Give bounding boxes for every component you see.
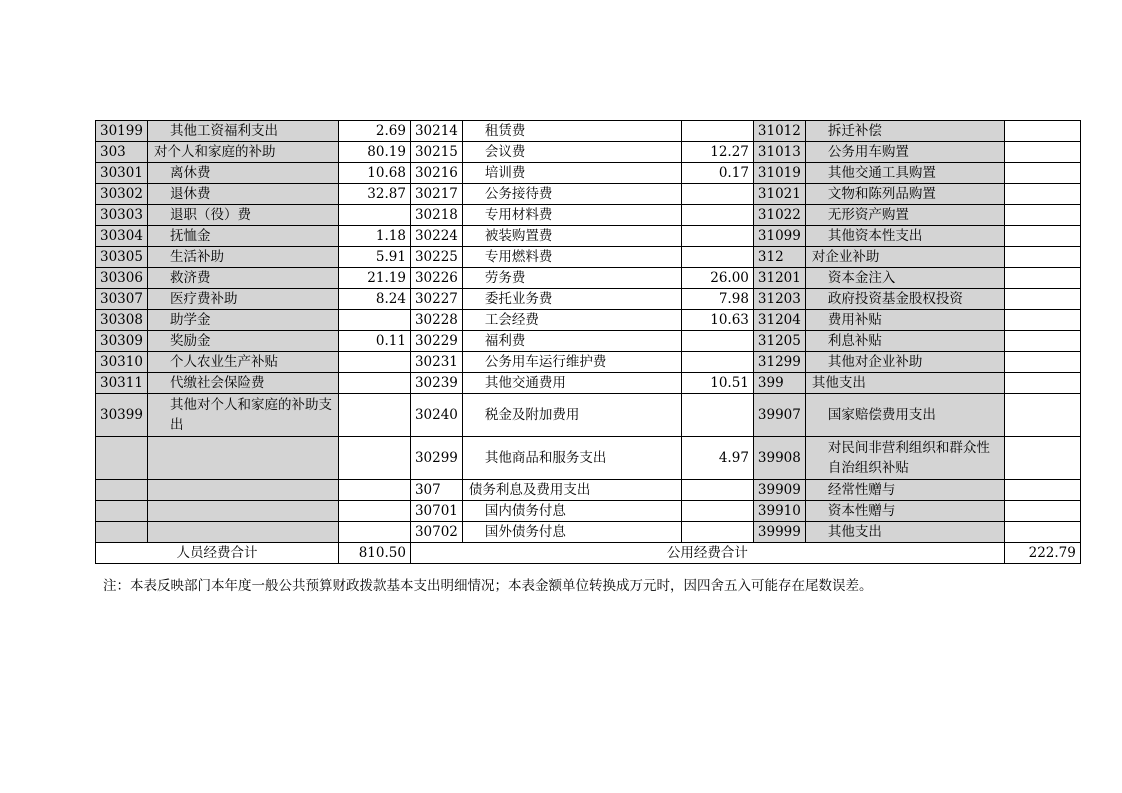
table-row: [96, 247, 1081, 268]
item-amount: 10.63: [681, 310, 753, 331]
item-code: 30303: [96, 205, 148, 226]
item-amount: 21.19: [338, 268, 410, 289]
item-code: [96, 480, 148, 501]
table-row: [96, 373, 1081, 394]
item-name: 专用材料费: [462, 205, 681, 226]
item-amount: [681, 205, 753, 226]
item-amount: [681, 394, 753, 437]
item-code: 39910: [753, 501, 805, 522]
totals-row: [96, 543, 1081, 564]
item-name: 会议费: [462, 142, 681, 163]
item-code: 30231: [410, 352, 462, 373]
item-code: 30199: [96, 121, 148, 142]
item-name: 医疗费补助: [147, 289, 338, 310]
item-name: 公务接待费: [462, 184, 681, 205]
item-amount: [1004, 184, 1080, 205]
item-name: 税金及附加费用: [462, 394, 681, 437]
table-row: [96, 437, 1081, 480]
item-name: 其他工资福利支出: [147, 121, 338, 142]
item-amount: [338, 352, 410, 373]
item-name: [147, 522, 338, 543]
item-amount: 7.98: [681, 289, 753, 310]
item-amount: [681, 121, 753, 142]
item-name: 其他支出: [805, 373, 1004, 394]
item-code: 30217: [410, 184, 462, 205]
table-row: [96, 226, 1081, 247]
item-code: 30311: [96, 373, 148, 394]
item-name: 被装购置费: [462, 226, 681, 247]
item-code: 303: [96, 142, 148, 163]
item-code: 31204: [753, 310, 805, 331]
item-name: 国内债务付息: [462, 501, 681, 522]
item-name: 政府投资基金股权投资: [805, 289, 1004, 310]
item-amount: [1004, 501, 1080, 522]
table-row: [96, 394, 1081, 437]
item-code: 31021: [753, 184, 805, 205]
item-amount: [1004, 247, 1080, 268]
personnel-total-label: 人员经费合计: [96, 543, 339, 564]
public-total-label: 公用经费合计: [410, 543, 1004, 564]
item-code: 30305: [96, 247, 148, 268]
item-amount: [1004, 352, 1080, 373]
item-name: 助学金: [147, 310, 338, 331]
item-name: 公务用车运行维护费: [462, 352, 681, 373]
item-name: [147, 437, 338, 480]
item-code: [96, 437, 148, 480]
item-amount: [1004, 480, 1080, 501]
item-name: 其他对个人和家庭的补助支出: [147, 394, 338, 437]
item-amount: [681, 501, 753, 522]
item-amount: [338, 394, 410, 437]
item-amount: [1004, 289, 1080, 310]
item-code: [96, 501, 148, 522]
item-amount: [681, 480, 753, 501]
item-name: 资本性赠与: [805, 501, 1004, 522]
item-amount: 1.18: [338, 226, 410, 247]
item-code: 31299: [753, 352, 805, 373]
item-name: 代缴社会保险费: [147, 373, 338, 394]
item-amount: 10.51: [681, 373, 753, 394]
table-row: [96, 289, 1081, 310]
item-amount: [1004, 310, 1080, 331]
item-name: [147, 501, 338, 522]
item-name: 退休费: [147, 184, 338, 205]
item-amount: [681, 352, 753, 373]
table-row: [96, 163, 1081, 184]
item-code: 30299: [410, 437, 462, 480]
item-name: 对个人和家庭的补助: [147, 142, 338, 163]
item-amount: [681, 184, 753, 205]
item-code: 31099: [753, 226, 805, 247]
item-name: 费用补贴: [805, 310, 1004, 331]
item-amount: [338, 373, 410, 394]
table-row: [96, 205, 1081, 226]
item-name: 其他支出: [805, 522, 1004, 543]
item-code: 31205: [753, 331, 805, 352]
item-amount: 5.91: [338, 247, 410, 268]
public-total-value: 222.79: [1004, 543, 1080, 564]
item-code: 30216: [410, 163, 462, 184]
item-name: 对民间非营利组织和群众性自治组织补贴: [805, 437, 1004, 480]
item-code: 39908: [753, 437, 805, 480]
table-row: [96, 268, 1081, 289]
item-code: [96, 522, 148, 543]
item-code: 30225: [410, 247, 462, 268]
item-name: 奖励金: [147, 331, 338, 352]
item-amount: [1004, 394, 1080, 437]
table-row: [96, 501, 1081, 522]
item-code: 30218: [410, 205, 462, 226]
item-name: 租赁费: [462, 121, 681, 142]
item-code: 30240: [410, 394, 462, 437]
item-amount: [338, 501, 410, 522]
item-code: 30702: [410, 522, 462, 543]
item-code: 30226: [410, 268, 462, 289]
item-amount: [338, 310, 410, 331]
item-amount: [338, 437, 410, 480]
item-code: 39999: [753, 522, 805, 543]
table-footnote: 注：本表反映部门本年度一般公共预算财政拨款基本支出明细情况；本表金额单位转换成万元时，因四舍五入可能存在尾数误差。: [103, 578, 873, 594]
item-code: 30227: [410, 289, 462, 310]
item-code: 312: [753, 247, 805, 268]
item-name: 国家赔偿费用支出: [805, 394, 1004, 437]
item-name: 个人农业生产补贴: [147, 352, 338, 373]
item-name: 其他交通费用: [462, 373, 681, 394]
item-name: 退职（役）费: [147, 205, 338, 226]
item-amount: [1004, 373, 1080, 394]
item-code: 30304: [96, 226, 148, 247]
item-amount: [681, 522, 753, 543]
item-code: 30307: [96, 289, 148, 310]
item-name: 其他商品和服务支出: [462, 437, 681, 480]
item-amount: 26.00: [681, 268, 753, 289]
item-code: 307: [410, 480, 462, 501]
item-amount: [338, 522, 410, 543]
table-row: [96, 522, 1081, 543]
item-name: 债务利息及费用支出: [462, 480, 681, 501]
item-code: 31013: [753, 142, 805, 163]
expenditure-detail-table: [95, 120, 1081, 564]
item-amount: 10.68: [338, 163, 410, 184]
item-code: 30306: [96, 268, 148, 289]
item-code: 31012: [753, 121, 805, 142]
item-amount: [681, 247, 753, 268]
item-amount: 32.87: [338, 184, 410, 205]
item-code: 39907: [753, 394, 805, 437]
item-code: 30301: [96, 163, 148, 184]
item-name: 其他对企业补助: [805, 352, 1004, 373]
item-code: 31019: [753, 163, 805, 184]
table-row: [96, 121, 1081, 142]
table-row: [96, 310, 1081, 331]
item-name: 资本金注入: [805, 268, 1004, 289]
item-name: 无形资产购置: [805, 205, 1004, 226]
item-code: 30399: [96, 394, 148, 437]
item-code: 30224: [410, 226, 462, 247]
item-amount: [681, 226, 753, 247]
item-amount: [338, 480, 410, 501]
item-amount: 8.24: [338, 289, 410, 310]
item-name: 培训费: [462, 163, 681, 184]
item-code: 30229: [410, 331, 462, 352]
item-amount: [1004, 268, 1080, 289]
item-amount: 4.97: [681, 437, 753, 480]
item-code: 31022: [753, 205, 805, 226]
item-amount: 2.69: [338, 121, 410, 142]
item-name: 救济费: [147, 268, 338, 289]
item-name: 利息补贴: [805, 331, 1004, 352]
item-code: 30701: [410, 501, 462, 522]
item-name: 抚恤金: [147, 226, 338, 247]
item-name: 其他交通工具购置: [805, 163, 1004, 184]
item-code: 399: [753, 373, 805, 394]
item-amount: [1004, 142, 1080, 163]
item-name: 委托业务费: [462, 289, 681, 310]
item-name: [147, 480, 338, 501]
item-amount: [1004, 226, 1080, 247]
item-name: 公务用车购置: [805, 142, 1004, 163]
item-code: 30215: [410, 142, 462, 163]
item-name: 工会经费: [462, 310, 681, 331]
table-row: [96, 480, 1081, 501]
item-amount: [338, 205, 410, 226]
item-amount: [1004, 331, 1080, 352]
item-amount: 12.27: [681, 142, 753, 163]
item-code: 31203: [753, 289, 805, 310]
item-name: 拆迁补偿: [805, 121, 1004, 142]
item-name: 经常性赠与: [805, 480, 1004, 501]
item-amount: [1004, 205, 1080, 226]
item-code: 39909: [753, 480, 805, 501]
item-name: 对企业补助: [805, 247, 1004, 268]
item-name: 生活补助: [147, 247, 338, 268]
item-name: 其他资本性支出: [805, 226, 1004, 247]
table-row: [96, 331, 1081, 352]
item-name: 国外债务付息: [462, 522, 681, 543]
item-amount: [1004, 163, 1080, 184]
item-name: 离休费: [147, 163, 338, 184]
item-amount: 0.17: [681, 163, 753, 184]
item-code: 30310: [96, 352, 148, 373]
item-code: 30228: [410, 310, 462, 331]
item-name: 文物和陈列品购置: [805, 184, 1004, 205]
item-code: 30302: [96, 184, 148, 205]
item-amount: 0.11: [338, 331, 410, 352]
item-amount: [681, 331, 753, 352]
table-row: [96, 184, 1081, 205]
personnel-total-value: 810.50: [338, 543, 410, 564]
item-name: 福利费: [462, 331, 681, 352]
item-code: 30309: [96, 331, 148, 352]
item-code: 30308: [96, 310, 148, 331]
table-body: [96, 121, 1081, 543]
table-row: [96, 142, 1081, 163]
table-row: [96, 352, 1081, 373]
item-code: 30239: [410, 373, 462, 394]
item-amount: [1004, 522, 1080, 543]
item-name: 劳务费: [462, 268, 681, 289]
item-code: 31201: [753, 268, 805, 289]
item-code: 30214: [410, 121, 462, 142]
item-amount: [1004, 121, 1080, 142]
item-amount: [1004, 437, 1080, 480]
item-amount: 80.19: [338, 142, 410, 163]
item-name: 专用燃料费: [462, 247, 681, 268]
